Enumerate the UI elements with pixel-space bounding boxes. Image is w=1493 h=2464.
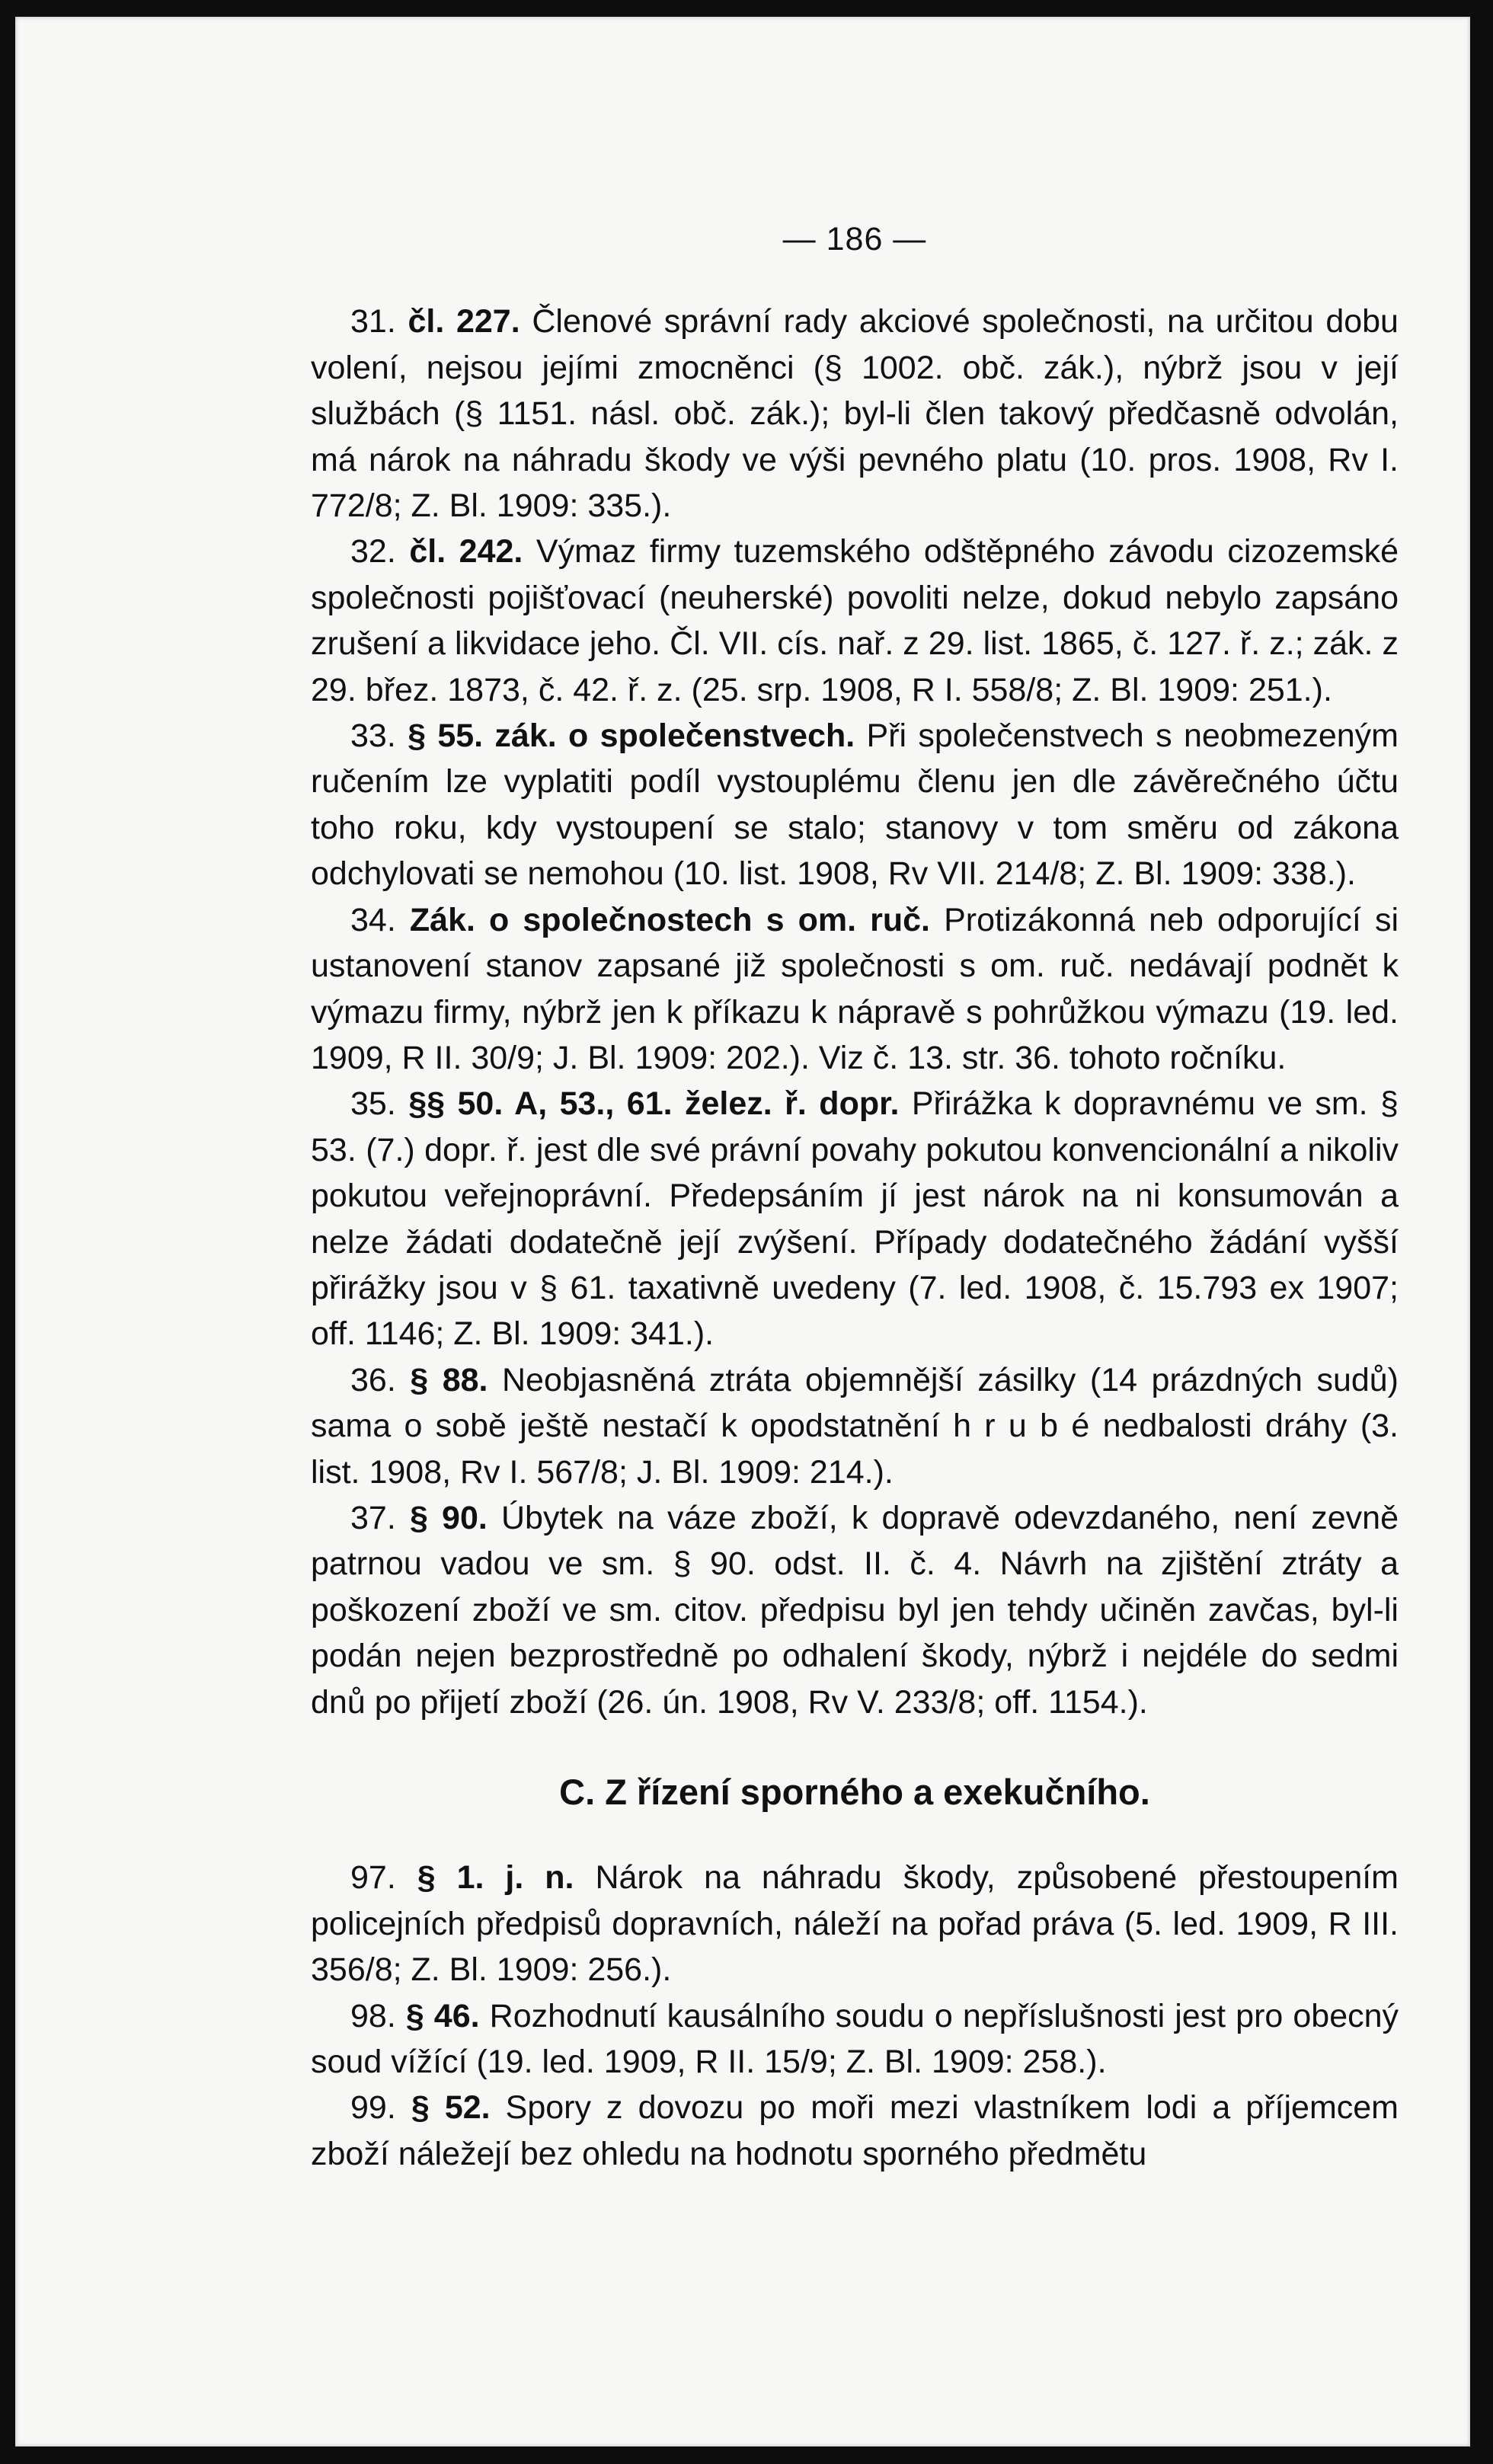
entry-text: Výmaz firmy tuzemského odštěpného závodu cizozemské společnosti pojišťovací (neuherské) povoliti nelze, dokud nebylo zapsáno zrušení a likvidace jeho. Čl. VII. cís. nař. z 29. list. 1865, č. 127. ř. z.; zák. z 29. břez. 1873, č. 42. ř. z. (25. srp. 1908, R I. 558/8; Z. Bl. 1909: 251.). xyxy=(311,533,1399,708)
entry-number: 31. xyxy=(350,303,396,340)
entry-text: Protizákonná neb odporující si ustanovení stanov zapsané již společnosti s om. ruč. nedávají podnět k výmazu firmy, nýbrž jen k příkazu k nápravě s pohrůžkou výmazu (19. led. 1909, R II. 30/9; J. Bl. 1909: 202.). Viz č. 13. str. 36. tohoto ročníku. xyxy=(311,901,1399,1076)
entry-number: 97. xyxy=(350,1859,396,1897)
entry-31 xyxy=(311,299,1399,529)
entry-36 xyxy=(311,1357,1399,1495)
entry-reference: § 46. xyxy=(405,1997,480,2034)
entry-97 xyxy=(311,1855,1399,1993)
entry-number: 99. xyxy=(350,2089,396,2127)
entry-34 xyxy=(311,897,1399,1082)
entry-35 xyxy=(311,1081,1399,1357)
entry-number: 36. xyxy=(350,1361,396,1398)
entry-reference: § 1. j. n. xyxy=(417,1859,574,1897)
entry-number: 32. xyxy=(350,533,396,570)
entry-number: 35. xyxy=(350,1085,396,1123)
entry-text: Spory z dovozu po moři mezi vlastníkem lodi a příjemcem zboží náležejí bez ohledu na hodnotu sporného předmětu xyxy=(311,2089,1399,2172)
entry-text: Nárok na náhradu škody, způsobené přestoupením policejních předpisů dopravních, náleží na pořad práva (5. led. 1909, R III. 356/8; Z. Bl. 1909: 256.). xyxy=(311,1859,1399,1989)
entry-reference: čl. 242. xyxy=(409,533,523,570)
document-page xyxy=(15,17,1470,2446)
entry-reference: § 88. xyxy=(410,1361,488,1398)
entry-number: 98. xyxy=(350,1997,396,2034)
entry-37 xyxy=(311,1495,1399,1725)
section-heading xyxy=(311,1769,1399,1815)
entry-text: Členové správní rady akciové společnosti, na určitou dobu volení, nejsou jejími zmocněnci (§ 1002. obč. zák.), nýbrž jsou v její službách (§ 1151. násl. obč. zák.); byl-li člen takový předčasně odvolán, má nárok na náhradu škody ve výši pevného platu (10. pros. 1908, Rv I. 772/8; Z. Bl. 1909: 335.). xyxy=(311,303,1399,525)
entry-32 xyxy=(311,529,1399,713)
entry-reference: § 55. zák. o společenstvech. xyxy=(408,717,855,755)
page-content xyxy=(311,216,1399,2177)
entry-number: 37. xyxy=(350,1499,396,1536)
entry-text: Úbytek na váze zboží, k dopravě odevzdaného, není zevně patrnou vadou ve sm. § 90. odst. II. č. 4. Návrh na zjištění ztráty a poškození zboží ve sm. citov. předpisu byl jen tehdy učiněn zavčas, byl-li podán nejen bezprostředně po odhalení škody, nýbrž i nejdéle do sedmi dnů po přijetí zboží (26. ún. 1908, Rv V. 233/8; off. 1154.). xyxy=(311,1499,1399,1721)
entry-number: 34. xyxy=(350,901,396,938)
entry-text: Přirážka k dopravnému ve sm. § 53. (7.) dopr. ř. jest dle své právní povahy pokutou konvencionální a nikoliv pokutou veřejnoprávní. Předepsáním jí jest nárok na ni konsumován a nelze žádati dodatečně její zvýšení. Případy dodatečného žádání vyšší přirážky jsou v § 61. taxativně uvedeny (7. led. 1908, č. 15.793 ex 1907; off. 1146; Z. Bl. 1909: 341.). xyxy=(311,1085,1399,1353)
entry-reference: čl. 227. xyxy=(408,303,520,340)
entry-reference: Zák. o společnostech s om. ruč. xyxy=(409,901,930,938)
entry-reference: §§ 50. A, 53., 61. želez. ř. dopr. xyxy=(408,1085,900,1123)
entry-number: 33. xyxy=(350,717,396,755)
entry-text: Neobjasněná ztráta objemnější zásilky (14 prázdných sudů) sama o sobě ještě nestačí k opodstatnění h r u b é nedbalosti dráhy (3. list. 1908, Rv I. 567/8; J. Bl. 1909: 214.). xyxy=(311,1361,1399,1491)
page-number: — 186 — xyxy=(782,221,927,257)
entry-99 xyxy=(311,2085,1399,2177)
entry-reference: § 90. xyxy=(409,1499,488,1536)
section-letter: C. xyxy=(559,1772,596,1812)
entry-33 xyxy=(311,713,1399,897)
entry-text: Při společenstvech s neobmezeným ručením lze vyplatiti podíl vystouplému členu jen dle závěrečného účtu toho roku, kdy vystoupení se stalo; stanovy v tom směru od zákona odchylovati se nemohou (10. list. 1908, Rv VII. 214/8; Z. Bl. 1909: 338.). xyxy=(311,717,1399,893)
entry-98 xyxy=(311,1993,1399,2085)
entry-text: Rozhodnutí kausálního soudu o nepříslušnosti jest pro obecný soud vížící (19. led. 1909, R II. 15/9; Z. Bl. 1909: 258.). xyxy=(311,1997,1399,2081)
entry-reference: § 52. xyxy=(411,2089,491,2127)
section-title: Z řízení sporného a exekučního. xyxy=(605,1772,1150,1812)
